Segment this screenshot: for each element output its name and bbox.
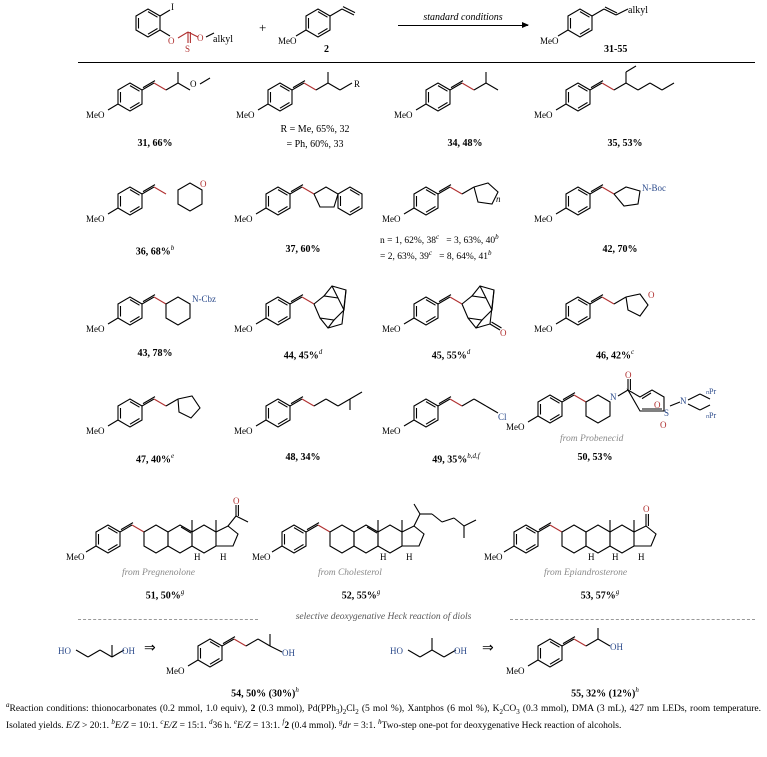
structure-55-start [390, 632, 530, 684]
caption-41-text: = 8, 64%, 41 [439, 252, 489, 263]
footnote-two2: 2 [342, 708, 347, 717]
caption-52-text: 52, 55% [341, 590, 377, 602]
caption-55 [540, 686, 670, 699]
svg-text:O: O [200, 179, 207, 189]
caption-52 [306, 588, 416, 601]
footnote-p6: CO [503, 704, 517, 715]
caption-38-40-line [380, 232, 580, 248]
caption-40-sup: b [495, 233, 499, 241]
caption-44-text: 44, 45% [283, 350, 319, 362]
svg-text:MeO: MeO [506, 666, 525, 676]
caption-43-text: 43, 78% [137, 348, 173, 359]
caption-49 [396, 452, 516, 465]
structure-37 [234, 174, 408, 240]
header-product-alkyl-label: alkyl [628, 5, 648, 16]
header-alkyl-label: alkyl [213, 34, 233, 45]
svg-text:R: R [354, 79, 361, 89]
svg-text:MeO: MeO [506, 422, 525, 432]
caption-42 [560, 244, 680, 255]
caption-47 [100, 452, 210, 465]
substrate-2-number [324, 44, 329, 55]
footnote-p7: (0.3 mmol), DMA (3 mL), 427 nm LEDs, room temperature. Isolated yields. [6, 704, 761, 732]
svg-text:O: O [643, 504, 650, 514]
caption-45 [396, 348, 506, 361]
svg-text:HO: HO [390, 646, 403, 656]
caption-34 [400, 138, 530, 149]
caption-36-text: 36, 68% [135, 246, 171, 258]
svg-text:H: H [220, 552, 227, 562]
caption-49-sup: b,d,f [467, 452, 480, 460]
svg-text:MeO: MeO [534, 324, 553, 334]
svg-text:MeO: MeO [382, 214, 401, 224]
svg-text:I: I [171, 2, 174, 12]
footnote-two: 2 [250, 704, 256, 715]
footnote-p1: Reaction conditions: thionocarbonates (0.2 mmol, 1.0 equiv), [9, 704, 251, 715]
caption-44 [248, 348, 358, 361]
footnote [6, 700, 761, 734]
svg-text:MeO: MeO [394, 110, 413, 120]
svg-text:MeO: MeO [86, 324, 105, 334]
structure-48 [234, 390, 408, 450]
svg-text:O: O [660, 420, 667, 430]
reaction-arrow [398, 12, 528, 26]
caption-31-text: 31, 66% [137, 138, 173, 149]
caption-50 [540, 452, 650, 463]
svg-text:O: O [197, 33, 204, 43]
caption-48 [248, 452, 358, 463]
footnote-two5: 2 [284, 721, 290, 732]
svg-text:MeO: MeO [382, 324, 401, 334]
footnote-two3: 2 [355, 708, 359, 717]
footnote-p11: 36 h. [212, 721, 234, 732]
svg-text:H: H [638, 552, 645, 562]
caption-38-text: n = 1, 62%, 38 [380, 236, 437, 247]
caption-35-text: 35, 53% [607, 138, 643, 149]
caption-39-sup: c [428, 249, 433, 258]
svg-text:MeO: MeO [236, 110, 255, 120]
svg-text:OH: OH [610, 642, 623, 652]
svg-text:MeO: MeO [540, 36, 559, 46]
caption-41-sup: b [488, 249, 492, 258]
caption-49-text: 49, 35% [432, 454, 468, 466]
source-epiandrosterone-label: from Epiandrosterone [544, 568, 628, 578]
footnote-marker-d: d [208, 718, 213, 727]
svg-text:⇒: ⇒ [482, 641, 494, 656]
svg-text:N-Cbz: N-Cbz [192, 294, 216, 304]
svg-text:H: H [612, 552, 619, 562]
svg-text:MeO: MeO [86, 426, 105, 436]
svg-text:Cl: Cl [498, 412, 507, 422]
caption-55-text: 55, 32% (12%) [571, 688, 636, 700]
svg-text:nPr: nPr [706, 411, 717, 420]
svg-text:O: O [654, 400, 661, 410]
svg-text:MeO: MeO [234, 324, 253, 334]
svg-text:N-Boc: N-Boc [642, 183, 666, 193]
footnote-marker-e: e [233, 718, 237, 727]
caption-48-text: 48, 34% [285, 452, 321, 463]
caption-54-text: 54, 50% (30%) [231, 688, 296, 700]
header-divider [78, 62, 755, 63]
source-pregnenolone-label: from Pregnenolone [122, 568, 195, 578]
footnote-p5: (5 mol %), Xantphos (6 mol %), K [358, 704, 500, 715]
structure-42 [534, 178, 738, 234]
svg-text:MeO: MeO [382, 426, 401, 436]
svg-text:MeO: MeO [484, 552, 503, 562]
caption-43 [100, 348, 210, 359]
footnote-p8: > 20:1. [79, 721, 112, 732]
caption-54-sup: h [295, 686, 299, 694]
caption-39-text: = 2, 63%, 39 [380, 252, 429, 263]
structure-35 [534, 70, 728, 130]
footnote-p13: (0.4 mmol). [289, 721, 339, 732]
svg-text:OH: OH [282, 648, 295, 658]
caption-47-text: 47, 40% [135, 454, 171, 466]
svg-text:H: H [588, 552, 595, 562]
caption-53 [540, 588, 660, 601]
caption-44-sup: d [318, 348, 323, 356]
caption-37-text: 37, 60% [285, 244, 321, 255]
svg-text:MeO: MeO [86, 214, 105, 224]
svg-text:S: S [185, 44, 191, 54]
svg-text:H: H [380, 552, 387, 562]
caption-33-text: = Ph, 60%, 33 [286, 139, 344, 150]
structure-45 [382, 278, 566, 354]
caption-35 [560, 138, 690, 149]
substrate-2-num-text: 2 [324, 44, 329, 55]
caption-45-text: 45, 55% [431, 350, 467, 362]
caption-32-33 [240, 122, 390, 152]
svg-text:OH: OH [122, 646, 135, 656]
caption-42-text: 42, 70% [602, 244, 638, 255]
footnote-p2: (0.3 mmol), Pd(PPh [255, 704, 337, 715]
footnote-p15: Two-step one-pot for deoxygenative Heck reaction of alcohols. [381, 721, 622, 732]
footnote-marker-h: h [377, 718, 382, 727]
footnote-p14: = 3:1. [350, 721, 378, 732]
footnote-marker-c: c [160, 718, 164, 727]
svg-text:MeO: MeO [86, 110, 105, 120]
svg-text:O: O [500, 328, 507, 338]
footnote-marker-g: g [339, 718, 343, 727]
arrow-conditions-label: standard conditions [423, 12, 503, 23]
caption-34-text: 34, 48% [447, 138, 483, 149]
svg-text:O: O [190, 79, 197, 89]
caption-38-sup: c [436, 233, 440, 241]
footnote-p9: = 10:1. [128, 721, 161, 732]
svg-text:MeO: MeO [234, 214, 253, 224]
caption-53-sup: g [615, 588, 620, 596]
caption-52-sup: g [376, 588, 381, 596]
svg-text:MeO: MeO [234, 426, 253, 436]
caption-45-sup: d [466, 348, 471, 356]
caption-32-line [240, 122, 390, 137]
svg-text:O: O [648, 290, 655, 300]
caption-53-text: 53, 57% [580, 590, 616, 602]
structure-54 [166, 630, 350, 686]
caption-33-line [240, 137, 390, 152]
svg-text:S: S [664, 408, 670, 418]
structure-55 [506, 630, 690, 686]
diol-section-title: selective deoxygenative Heck reaction of diols [295, 612, 472, 622]
svg-text:nPr: nPr [706, 387, 717, 396]
product-range-text: 31-55 [604, 44, 628, 55]
footnote-three2: 3 [516, 708, 520, 717]
header-plus: + [259, 20, 267, 35]
caption-51-sup: g [180, 588, 185, 596]
footnote-marker-f: f [282, 718, 285, 727]
structure-54-start [58, 632, 188, 684]
caption-51 [110, 588, 220, 601]
svg-text:O: O [233, 496, 240, 506]
structure-38-41 [382, 178, 556, 234]
caption-55-sup: h [635, 686, 639, 694]
caption-46-text: 46, 42% [595, 350, 631, 362]
structure-31 [86, 74, 250, 130]
caption-51-text: 51, 50% [145, 590, 181, 602]
source-cholesterol-label: from Cholesterol [318, 568, 382, 578]
structure-36 [86, 178, 250, 238]
caption-39-41-line [380, 248, 580, 264]
structure-50 [506, 370, 750, 454]
svg-text:MeO: MeO [534, 214, 553, 224]
structure-47 [86, 390, 260, 450]
footnote-p10: = 15:1. [177, 721, 209, 732]
footnote-ez1: E/Z [65, 721, 80, 732]
footnote-three1: 3 [336, 708, 340, 717]
svg-text:MeO: MeO [252, 552, 271, 562]
svg-text:H: H [406, 552, 413, 562]
svg-text:MeO: MeO [66, 552, 85, 562]
svg-text:O: O [625, 370, 632, 380]
caption-31 [100, 138, 210, 149]
header-substrate-2 [278, 6, 388, 54]
caption-32-text: R = Me, 65%, 32 [280, 124, 350, 135]
caption-38-41 [380, 232, 580, 265]
svg-text:O: O [168, 36, 175, 46]
svg-text:MeO: MeO [278, 36, 297, 46]
caption-46 [560, 348, 670, 361]
svg-text:HO: HO [58, 646, 71, 656]
caption-50-text: 50, 53% [577, 452, 613, 463]
caption-54 [200, 686, 330, 699]
footnote-two4: 2 [499, 708, 503, 717]
svg-text:⇒: ⇒ [144, 641, 156, 656]
svg-text:H: H [194, 552, 201, 562]
caption-36 [100, 244, 210, 257]
caption-36-sup: b [170, 244, 175, 252]
caption-37 [248, 244, 358, 255]
svg-text:N: N [610, 392, 617, 402]
structure-46 [534, 288, 718, 348]
footnote-dr: dr [342, 721, 351, 732]
svg-text:MeO: MeO [166, 666, 185, 676]
caption-46-sup: c [630, 348, 635, 356]
structure-44 [234, 278, 408, 354]
caption-47-sup: e [170, 452, 175, 460]
source-probenecid-label: from Probenecid [560, 434, 624, 444]
structure-52 [252, 470, 504, 570]
svg-text:N: N [680, 396, 687, 406]
footnote-ez2: E/Z [114, 721, 129, 732]
footnote-ez4: E/Z [236, 721, 251, 732]
svg-text:n: n [496, 194, 501, 204]
svg-text:OH: OH [454, 646, 467, 656]
structure-34 [394, 74, 548, 130]
footnote-p12: = 13:1. [250, 721, 283, 732]
footnote-p3: ) [339, 704, 343, 715]
footnote-marker-a: a [6, 701, 10, 709]
footnote-ez3: E/Z [163, 721, 178, 732]
caption-40-text: = 3, 63%, 40 [446, 236, 496, 247]
header-substrate-1 [118, 2, 238, 58]
footnote-marker-b: b [111, 718, 115, 727]
structure-53 [484, 470, 726, 570]
svg-text:MeO: MeO [534, 110, 553, 120]
product-range-number [604, 44, 627, 55]
footnote-p4: Cl [346, 704, 356, 715]
